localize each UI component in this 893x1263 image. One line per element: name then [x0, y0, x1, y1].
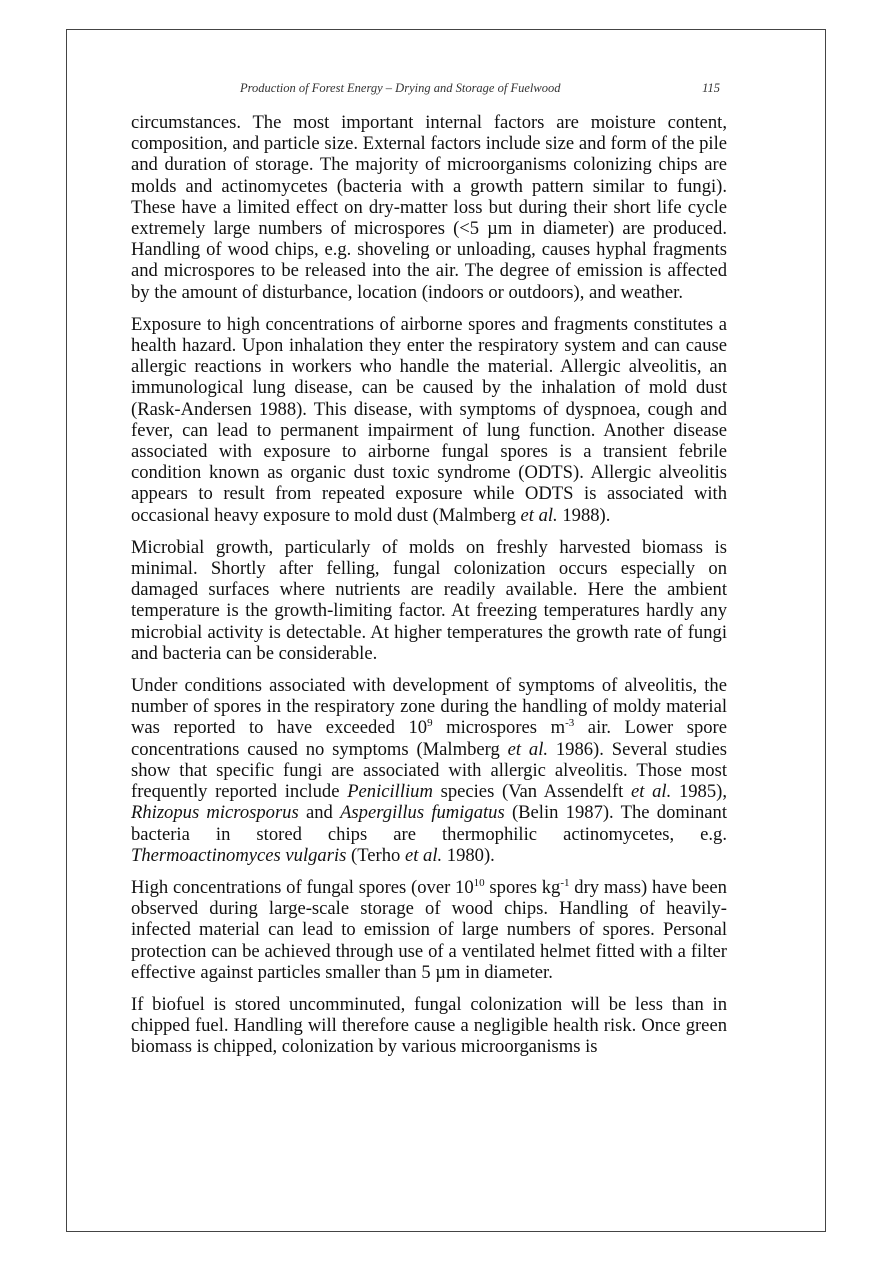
citation-etal: et al.	[507, 738, 549, 760]
body-text	[131, 112, 727, 1069]
paragraph-2	[131, 314, 727, 526]
species-name: Aspergillus fumigatus	[340, 802, 505, 824]
species-name: Thermoactinomyces vulgaris	[131, 844, 347, 866]
exponent: -3	[565, 717, 575, 730]
citation-etal: et al.	[404, 844, 443, 866]
paragraph-2-text: Exposure to high concentrations of airborne spores and fragments constitutes a health hazard. Upon inhalation they enter the respiratory system and can cause allergic reactions in workers who handle the material. Allergic alveolitis, an immunological lung disease, can be caused by the inhalation of mold dust (Rask-Andersen 1988). This disease, with symptoms of dyspnoea, cough and fever, can lead to permanent impairment of lung function. Another disease associated with exposure to airborne fungal spores is a transient febrile condition known as organic dust toxic syndrome (ODTS). Allergic alveolitis appears to result from repeated exposure while ODTS is associated with occasional heavy exposure to mold dust (Malmberg	[131, 313, 727, 526]
exponent: -1	[560, 876, 570, 889]
citation-etal: et al.	[631, 781, 672, 803]
citation-etal: et al.	[520, 504, 558, 526]
paragraph-6	[131, 994, 727, 1058]
paragraph-5-text: High concentrations of fungal spores (over 10	[131, 876, 474, 898]
paragraph-5-text: spores kg	[484, 876, 561, 898]
paragraph-3-text: Microbial growth, particularly of molds on freshly harvested biomass is minimal. Shortly after felling, fungal colonization occurs especially on damaged surfaces where nutrients are readily available. Here the ambient temperature is the growth-limiting factor. At freezing temperatures hardly any microbial activity is detectable. At higher temperatures the growth rate of fungi and bacteria can be considerable.	[131, 536, 727, 664]
running-header	[240, 81, 720, 96]
paragraph-1	[131, 112, 727, 303]
paragraph-4-text: Under conditions associated with development of symptoms of alveolitis, the number of spores in the respiratory zone during the handling of moldy material was reported to have exceeded 10	[131, 675, 727, 739]
paragraph-4-text: 1986). Several studies show that specific fungi are associated with allergic alveolitis. Those most frequently reported include	[131, 738, 727, 803]
paragraph-5	[131, 877, 727, 983]
paragraph-4	[131, 675, 727, 866]
paragraph-4-text: species (Van Assendelft	[432, 781, 632, 803]
paragraph-4-text: (Terho	[346, 844, 405, 866]
paragraph-4-text: 1980).	[442, 844, 495, 866]
exponent: 9	[427, 717, 433, 730]
paragraph-6-text: If biofuel is stored uncomminuted, fungal colonization will be less than in chipped fuel. Handling will therefore cause a negligible health risk. Once green biomass is chipped, colonization by various microorganisms is	[131, 993, 727, 1058]
paragraph-4-text: and	[298, 802, 341, 824]
page-number: 115	[702, 81, 720, 95]
paragraph-4-text: 1985),	[671, 781, 727, 803]
header-title: Production of Forest Energy – Drying and Storage of Fuelwood	[240, 81, 561, 95]
paragraph-1-text: circumstances. The most important internal factors are moisture content, composition, and particle size. External factors include size and form of the pile and duration of storage. The majority of microorganisms colonizing chips are molds and actinomycetes (bacteria with a growth pattern similar to fungi). These have a limited effect on dry-matter loss but during their short life cycle extremely large numbers of microspores (<5 µm in diameter) are produced. Handling of wood chips, e.g. shoveling or unloading, causes hyphal fragments and microspores to be released into the air. The degree of emission is affected by the amount of disturbance, location (indoors or outdoors), and weather.	[131, 112, 727, 303]
species-name: Rhizopus microsporus	[131, 802, 299, 824]
species-name: Penicillium	[347, 781, 433, 803]
exponent: 10	[473, 876, 485, 889]
paragraph-2-text-end: 1988).	[557, 504, 611, 526]
paragraph-5-text: dry mass) have been observed during large-scale storage of wood chips. Handling of heavily-infected material can lead to emission of large numbers of spores. Personal protection can be achieved through use of a ventilated helmet fitted with a filter effective against particles smaller than 5 µm in diameter.	[131, 876, 727, 983]
paragraph-3	[131, 537, 727, 664]
paragraph-4-text: (Belin 1987). The dominant bacteria in stored chips are thermophilic actinomycetes, e.g.	[131, 802, 728, 845]
paragraph-4-text: air. Lower spore concentrations caused no symptoms (Malmberg	[131, 717, 727, 760]
paragraph-4-text: microspores m	[432, 717, 566, 739]
